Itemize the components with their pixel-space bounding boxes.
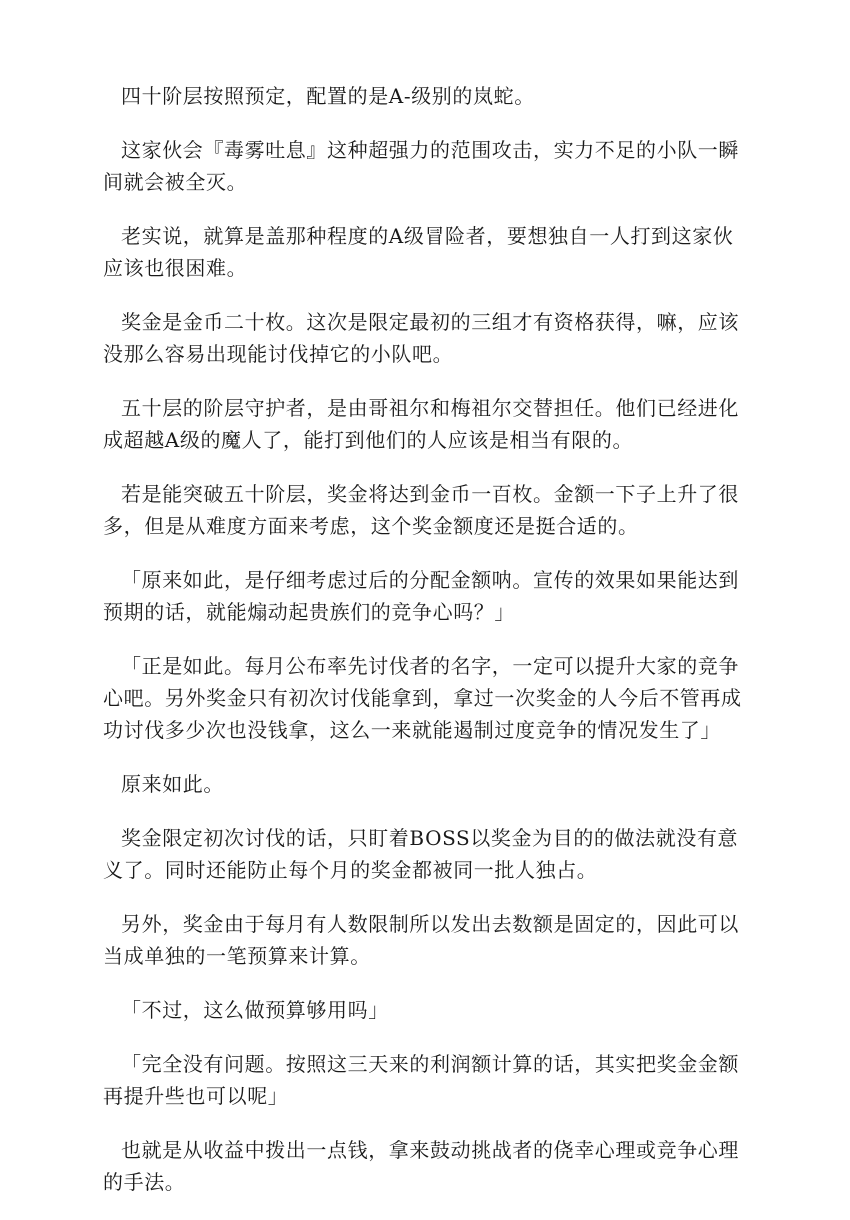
dialog-paragraph: 「完全没有问题。按照这三天来的利润额计算的话，其实把奖金金额再提升些也可以呢」 [103, 1052, 739, 1108]
paragraph: 奖金限定初次讨伐的话，只盯着BOSS以奖金为目的的做法就没有意义了。同时还能防止每个月的奖金都被同一批人独占。 [103, 826, 739, 882]
dialog-paragraph: 「原来如此，是仔细考虑过后的分配金额呐。宣传的效果如果能达到预期的话，就能煽动起贵族们的竞争心吗？」 [103, 568, 739, 624]
paragraph: 也就是从收益中拨出一点钱，拿来鼓动挑战者的侥幸心理或竞争心理的手法。 [103, 1138, 739, 1194]
dialog-paragraph: 「正是如此。每月公布率先讨伐者的名字，一定可以提升大家的竞争心吧。另外奖金只有初次讨伐能拿到，拿过一次奖金的人今后不管再成功讨伐多少次也没钱拿，这么一来就能遏制过度竞争的情况发生了」 [103, 654, 742, 742]
paragraph: 老实说，就算是盖那种程度的A级冒险者，要想独自一人打到这家伙应该也很困难。 [103, 224, 734, 280]
paragraph: 奖金是金币二十枚。这次是限定最初的三组才有资格获得，嘛，应该没那么容易出现能讨伐掉它的小队吧。 [103, 310, 739, 366]
document-body [103, 80, 753, 1220]
paragraph: 五十层的阶层守护者，是由哥祖尔和梅祖尔交替担任。他们已经进化成超越A级的魔人了，能打到他们的人应该是相当有限的。 [103, 396, 739, 452]
paragraph: 四十阶层按照预定，配置的是A-级别的岚蛇。 [121, 84, 535, 108]
dialog-paragraph: 「不过，这么做预算够用吗」 [121, 998, 389, 1022]
paragraph: 这家伙会『毒雾吐息』这种超强力的范围攻击，实力不足的小队一瞬间就会被全灭。 [103, 138, 739, 194]
paragraph: 另外，奖金由于每月有人数限制所以发出去数额是固定的，因此可以当成单独的一笔预算来计算。 [103, 912, 739, 968]
paragraph: 若是能突破五十阶层，奖金将达到金币一百枚。金额一下子上升了很多，但是从难度方面来考虑，这个奖金额度还是挺合适的。 [103, 482, 739, 538]
paragraph: 原来如此。 [121, 772, 224, 796]
